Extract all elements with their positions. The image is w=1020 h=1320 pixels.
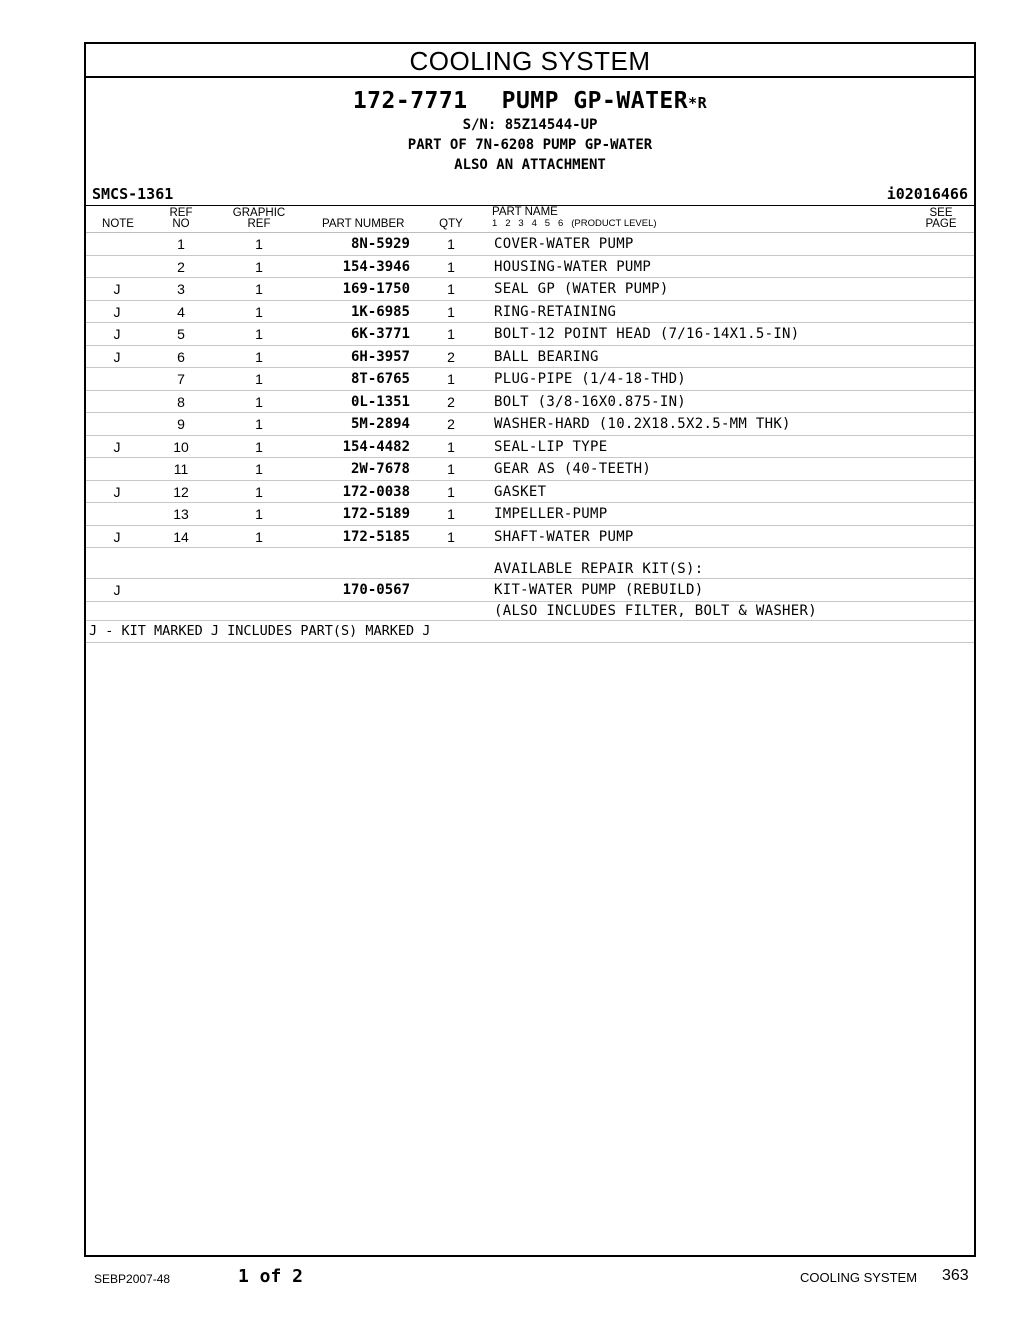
row-graphic-ref: 1 xyxy=(255,461,263,477)
parts-page-frame xyxy=(84,42,976,1257)
col-part-number: PART NUMBER xyxy=(322,218,405,230)
row-ref-no: 3 xyxy=(177,281,185,297)
group-header xyxy=(86,88,974,175)
group-title xyxy=(86,88,974,114)
row-part-name: SHAFT-WATER PUMP xyxy=(494,528,634,545)
kit-includes-row xyxy=(86,602,974,620)
row-part-number: 6K-3771 xyxy=(350,326,410,342)
row-part-number: 172-5185 xyxy=(342,528,410,545)
row-note: J xyxy=(113,281,121,297)
row-ref-no: 9 xyxy=(177,416,185,432)
kit-footnote: J - KIT MARKED J INCLUDES PART(S) MARKED J xyxy=(86,620,974,643)
table-row xyxy=(86,436,974,459)
row-ref-no: 6 xyxy=(177,348,185,365)
row-part-number: 154-3946 xyxy=(342,258,410,275)
page-number: 363 xyxy=(942,1267,969,1284)
group-name: PUMP GP-WATER xyxy=(501,88,689,114)
row-part-name: COVER-WATER PUMP xyxy=(494,236,634,252)
table-row xyxy=(86,256,974,279)
row-graphic-ref: 1 xyxy=(255,416,263,432)
row-graphic-ref: 1 xyxy=(255,348,263,365)
row-qty: 1 xyxy=(447,236,455,252)
row-note: J xyxy=(113,528,121,545)
row-part-name: SEAL GP (WATER PUMP) xyxy=(494,281,669,297)
table-row xyxy=(86,481,974,504)
table-row xyxy=(86,458,974,481)
row-graphic-ref: 1 xyxy=(255,303,263,320)
kit-note: J xyxy=(113,582,121,598)
row-part-name: PLUG-PIPE (1/4-18-THD) xyxy=(494,371,687,387)
row-graphic-ref: 1 xyxy=(255,281,263,297)
row-graphic-ref: 1 xyxy=(255,236,263,252)
table-row xyxy=(86,323,974,346)
serial-number: S/N: 85Z14544-UP xyxy=(462,117,598,133)
col-product-level: 1 2 3 4 5 6 (PRODUCT LEVEL) xyxy=(492,218,657,229)
row-qty: 1 xyxy=(447,258,455,275)
row-graphic-ref: 1 xyxy=(255,371,263,387)
row-ref-no: 10 xyxy=(173,438,189,455)
row-ref-no: 5 xyxy=(177,326,185,342)
row-ref-no: 13 xyxy=(173,506,189,522)
table-row xyxy=(86,526,974,549)
kit-name: KIT-WATER PUMP (REBUILD) xyxy=(494,582,704,598)
id-line xyxy=(86,185,974,205)
row-part-name: GEAR AS (40-TEETH) xyxy=(494,461,652,477)
parts-list xyxy=(86,233,974,548)
row-part-number: 8T-6765 xyxy=(350,371,410,387)
col-graphic-top: GRAPHIC xyxy=(232,207,286,219)
row-qty: 1 xyxy=(447,371,455,387)
row-ref-no: 4 xyxy=(177,303,185,320)
row-ref-no: 7 xyxy=(177,371,185,387)
kit-heading-row xyxy=(86,560,974,579)
table-row xyxy=(86,368,974,391)
row-part-name: GASKET xyxy=(494,483,547,500)
row-graphic-ref: 1 xyxy=(255,326,263,342)
row-part-name: WASHER-HARD (10.2X18.5X2.5-MM THK) xyxy=(494,416,791,432)
kit-row xyxy=(86,579,974,602)
repair-kit-section xyxy=(86,560,974,620)
row-part-name: BOLT-12 POINT HEAD (7/16-14X1.5-IN) xyxy=(494,326,800,342)
row-part-name: BOLT (3/8-16X0.875-IN) xyxy=(494,393,687,410)
footer-section-name: COOLING SYSTEM xyxy=(800,1270,918,1285)
row-part-number: 172-0038 xyxy=(342,483,410,500)
table-row xyxy=(86,391,974,414)
row-qty: 1 xyxy=(447,326,455,342)
row-qty: 1 xyxy=(447,438,455,455)
row-part-number: 154-4482 xyxy=(342,438,410,455)
row-part-number: 0L-1351 xyxy=(350,393,410,410)
group-suffix: *R xyxy=(688,94,708,112)
row-part-number: 6H-3957 xyxy=(350,348,410,365)
row-part-number: 172-5189 xyxy=(342,506,410,522)
illustration-id: i02016466 xyxy=(886,185,968,203)
row-graphic-ref: 1 xyxy=(255,483,263,500)
group-part-number: 172-7771 xyxy=(352,88,468,114)
row-qty: 1 xyxy=(447,281,455,297)
col-see-top: SEE xyxy=(929,207,953,219)
section-title: COOLING SYSTEM xyxy=(86,44,974,78)
col-see-bottom: PAGE xyxy=(925,218,957,230)
table-row xyxy=(86,233,974,256)
col-qty: QTY xyxy=(439,218,463,230)
document-id: SEBP2007-48 xyxy=(94,1272,171,1286)
col-ref-top: REF xyxy=(169,207,193,219)
row-qty: 1 xyxy=(447,303,455,320)
row-qty: 1 xyxy=(447,461,455,477)
kit-part-number: 170-0567 xyxy=(342,582,410,598)
row-note: J xyxy=(113,326,121,342)
row-part-name: IMPELLER-PUMP xyxy=(494,506,608,522)
table-row xyxy=(86,346,974,369)
table-row xyxy=(86,301,974,324)
row-part-number: 169-1750 xyxy=(342,281,410,297)
row-graphic-ref: 1 xyxy=(255,393,263,410)
row-part-name: HOUSING-WATER PUMP xyxy=(494,258,652,275)
row-note: J xyxy=(113,303,121,320)
row-qty: 2 xyxy=(447,416,455,432)
table-row xyxy=(86,503,974,526)
row-part-number: 8N-5929 xyxy=(350,236,410,252)
row-part-number: 1K-6985 xyxy=(350,303,410,320)
table-row xyxy=(86,278,974,301)
row-ref-no: 8 xyxy=(177,393,185,410)
column-headers xyxy=(86,205,974,233)
page-of: 1 of 2 xyxy=(238,1266,304,1287)
row-ref-no: 11 xyxy=(173,461,189,477)
row-qty: 1 xyxy=(447,506,455,522)
smcs-code: SMCS-1361 xyxy=(92,185,174,203)
row-note: J xyxy=(113,438,121,455)
row-part-name: SEAL-LIP TYPE xyxy=(494,438,608,455)
row-note: J xyxy=(113,348,121,365)
row-graphic-ref: 1 xyxy=(255,438,263,455)
part-of-line: PART OF 7N-6208 PUMP GP-WATER xyxy=(407,137,653,153)
row-ref-no: 12 xyxy=(173,483,189,500)
row-graphic-ref: 1 xyxy=(255,258,263,275)
row-part-name: BALL BEARING xyxy=(494,348,599,365)
row-part-number: 2W-7678 xyxy=(350,461,410,477)
col-ref-bottom: NO xyxy=(172,218,190,230)
row-graphic-ref: 1 xyxy=(255,506,263,522)
col-part-name: PART NAME xyxy=(492,206,558,218)
row-part-name: RING-RETAINING xyxy=(494,303,617,320)
row-part-number: 5M-2894 xyxy=(350,416,410,432)
attachment-line: ALSO AN ATTACHMENT xyxy=(454,157,606,173)
table-row xyxy=(86,413,974,436)
row-ref-no: 14 xyxy=(173,528,189,545)
row-qty: 1 xyxy=(447,483,455,500)
row-ref-no: 1 xyxy=(177,236,185,252)
row-ref-no: 2 xyxy=(177,258,185,275)
row-qty: 1 xyxy=(447,528,455,545)
row-qty: 2 xyxy=(447,393,455,410)
kit-includes: (ALSO INCLUDES FILTER, BOLT & WASHER) xyxy=(494,602,817,619)
row-qty: 2 xyxy=(447,348,455,365)
col-note: NOTE xyxy=(102,218,134,230)
col-graphic-bottom: REF xyxy=(247,218,271,230)
row-note: J xyxy=(113,483,121,500)
kit-heading: AVAILABLE REPAIR KIT(S): xyxy=(494,561,704,577)
row-graphic-ref: 1 xyxy=(255,528,263,545)
